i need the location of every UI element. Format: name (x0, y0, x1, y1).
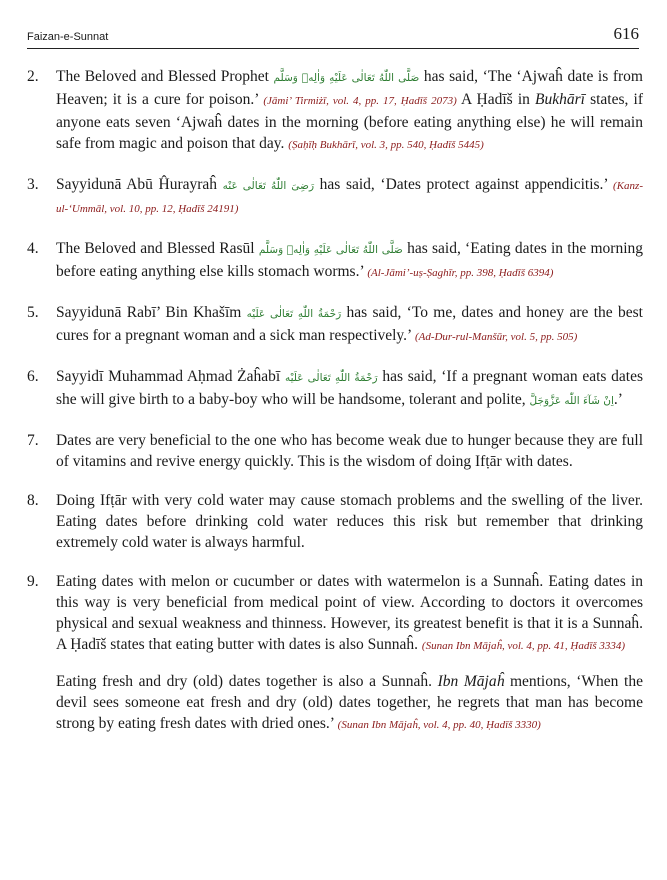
page-body (27, 66, 643, 736)
list-item-5 (27, 302, 643, 348)
reference-citation: (Ṣaḥīḥ Bukhārī, vol. 3, pp. 540, Ḥadīš 5445) (288, 139, 484, 151)
item-number: 7. (27, 432, 39, 449)
running-header (27, 22, 639, 49)
reference-citation: (Sunan Ibn Mājaĥ, vol. 4, pp. 41, Ḥadīš 3334) (421, 640, 626, 652)
item-number: 9. (27, 573, 39, 590)
item-text: Doing Ifṭār with very cold water may cause stomach problems and the swelling of the liver. Eating dates before drinking cold water reduces this risk but remember that drinking extremely cold water is always harmful. (56, 492, 643, 551)
item-text: Eating dates with melon or cucumber or dates with watermelon is a Sunnaĥ. Eating dates in this way is very beneficial from medical point of view. According to doctors it overcomes physical and sexual weakness and thinness. However, its greatest benefit is that it is a Sunnaĥ. A Ḥadīš states that eating butter with dates is also Sunnaĥ. (Sunan Ibn Mājaĥ, vol. 4, pp. 41, Ḥadīš 3334) (56, 573, 643, 653)
item-number: 3. (27, 176, 39, 193)
item-number: 4. (27, 240, 39, 257)
item-text: Sayyidunā Rabī’ Bin Khašīm رَحْمَةُ اللّٰهِ تَعَالٰى عَلَيْه has said, ‘To me, dates and honey are the best cures for a pregnant woman and a sick man respectively.’ (Ad-Dur-rul-Manšūr, vol. 5, pp. 505) (56, 304, 643, 344)
item-number: 8. (27, 492, 39, 509)
reference-citation: (Al-Jāmi’-uṣ-Ṣaghīr, pp. 398, Ḥadīš 6394) (367, 267, 554, 279)
list-item-9 (27, 571, 643, 657)
arabic-invocation: اِنْ شَآءَ اللّٰه عَزَّوَجَلَّ (529, 395, 614, 407)
list-item-6 (27, 366, 643, 412)
reference-citation: (Kanz-ul-‘Ummāl, vol. 10, pp. 12, Ḥadīš 24191) (56, 180, 643, 215)
item-text: Dates are very beneficial to the one who has become weak due to hunger because they are full of vitamins and revive energy quickly. This is the wisdom of doing Ifṭār with dates. (56, 432, 643, 470)
arabic-invocation: رَحْمَةُ اللّٰهِ تَعَالٰى عَلَيْه (284, 372, 378, 384)
arabic-invocation: رَحْمَةُ اللّٰهِ تَعَالٰى عَلَيْه (246, 308, 342, 320)
list-item-3 (27, 174, 643, 220)
arabic-invocation: صَلَّى اللّٰهُ تَعَالٰى عَلَيْهِ وَاٰلِهٖ وَسَلَّم (273, 72, 420, 84)
closing-paragraph: Eating fresh and dry (old) dates together is also a Sunnaĥ. Ibn Mājaĥ mentions, ‘When the devil sees someone eat fresh and dry (old) dates together, he regrets that man has become strong by eating fresh dates with dried ones.’ (Sunan Ibn Mājaĥ, vol. 4, pp. 40, Ḥadīš 3330) (56, 673, 643, 732)
reference-citation: (Ad-Dur-rul-Manšūr, vol. 5, pp. 505) (414, 331, 578, 343)
item-text: The Beloved and Blessed Rasūl صَلَّى اللّٰهُ تَعَالٰى عَلَيْهِ وَاٰلِهٖ وَسَلَّم has said, ‘Eating dates in the morning before eating anything else kills stomach worms.’ (Al-Jāmi’-uṣ-Ṣaghīr, pp. 398, Ḥadīš 6394) (56, 240, 643, 280)
list-item-7 (27, 430, 643, 472)
arabic-invocation: رَضِىَ اللّٰهُ تَعَالٰى عَنْه (222, 180, 315, 192)
list-item-8 (27, 490, 643, 553)
list-item-2 (27, 66, 643, 156)
page-number: 616 (613, 24, 639, 43)
reference-citation: (Sunan Ibn Mājaĥ, vol. 4, pp. 40, Ḥadīš 3330) (337, 719, 541, 731)
arabic-invocation: صَلَّى اللّٰهُ تَعَالٰى عَلَيْهِ وَاٰلِهٖ وَسَلَّم (258, 244, 403, 256)
item-number: 5. (27, 304, 39, 321)
item-text: The Beloved and Blessed Prophet صَلَّى اللّٰهُ تَعَالٰى عَلَيْهِ وَاٰلِهٖ وَسَلَّم has said, ‘The ‘Ajwaĥ date is from Heaven; it is a cure for poison.’ (Jāmi’ Tirmiżī, vol. 4, pp. 17, Ḥadīš 2073) A Ḥadīš in Bukhārī states, if anyone eats seven ‘Ajwaĥ dates in the morning (before eating anything else) he will remain safe from magic and poison that day. (Ṣaḥīḥ Bukhārī, vol. 3, pp. 540, Ḥadīš 5445) (56, 68, 644, 152)
item-text: Sayyidunā Abū Ĥurayraĥ رَضِىَ اللّٰهُ تَعَالٰى عَنْه has said, ‘Dates protect against appendicitis.’ (Kanz-ul-‘Ummāl, vol. 10, pp. 12, Ḥadīš 24191) (56, 176, 643, 215)
list-item-4 (27, 238, 643, 284)
item-text: Sayyidī Muhammad Aḥmad Żaĥabī رَحْمَةُ اللّٰهِ تَعَالٰى عَلَيْه has said, ‘If a pregnant woman eats dates she will give birth to a baby-boy who will be handsome, tolerant and polite, اِنْ شَآءَ اللّٰه عَزَّوَجَلَّ.’ (56, 368, 643, 408)
item-number: 6. (27, 368, 39, 385)
item-number: 2. (27, 68, 39, 85)
book-title: Faizan-e-Sunnat (27, 31, 109, 43)
reference-citation: (Jāmi’ Tirmiżī, vol. 4, pp. 17, Ḥadīš 2073) (263, 95, 457, 107)
